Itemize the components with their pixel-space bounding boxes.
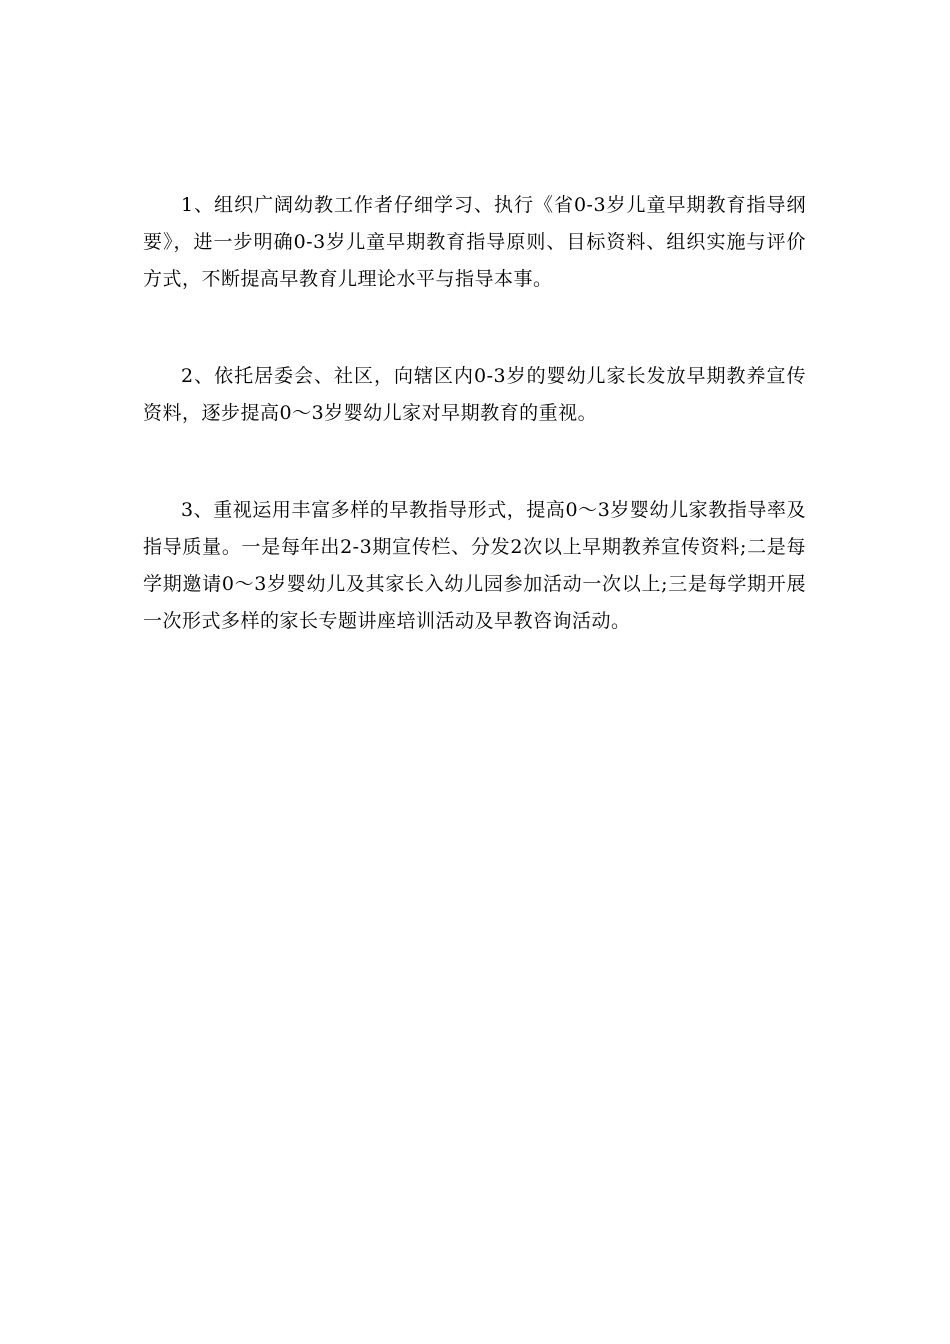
paragraph-2: 2、依托居委会、社区，向辖区内0-3岁的婴幼儿家长发放早期教养宣传资料，逐步提高0～3岁婴幼儿家对早期教育的重视。 <box>143 365 806 424</box>
document-body <box>143 187 806 640</box>
paragraph-3: 3、重视运用丰富多样的早教指导形式，提高0～3岁婴幼儿家教指导率及指导质量。一是每年出2-3期宣传栏、分发2次以上早期教养宣传资料;二是每学期邀请0～3岁婴幼儿及其家长入幼儿园参加活动一次以上;三是每学期开展一次形式多样的家长专题讲座培训活动及早教咨询活动。 <box>143 499 806 632</box>
paragraph-1: 1、组织广阔幼教工作者仔细学习、执行《省0-3岁儿童早期教育指导纲要》，进一步明确0-3岁儿童早期教育指导原则、目标资料、组织实施与评价方式，不断提高早教育儿理论水平与指导本事。 <box>143 194 806 290</box>
